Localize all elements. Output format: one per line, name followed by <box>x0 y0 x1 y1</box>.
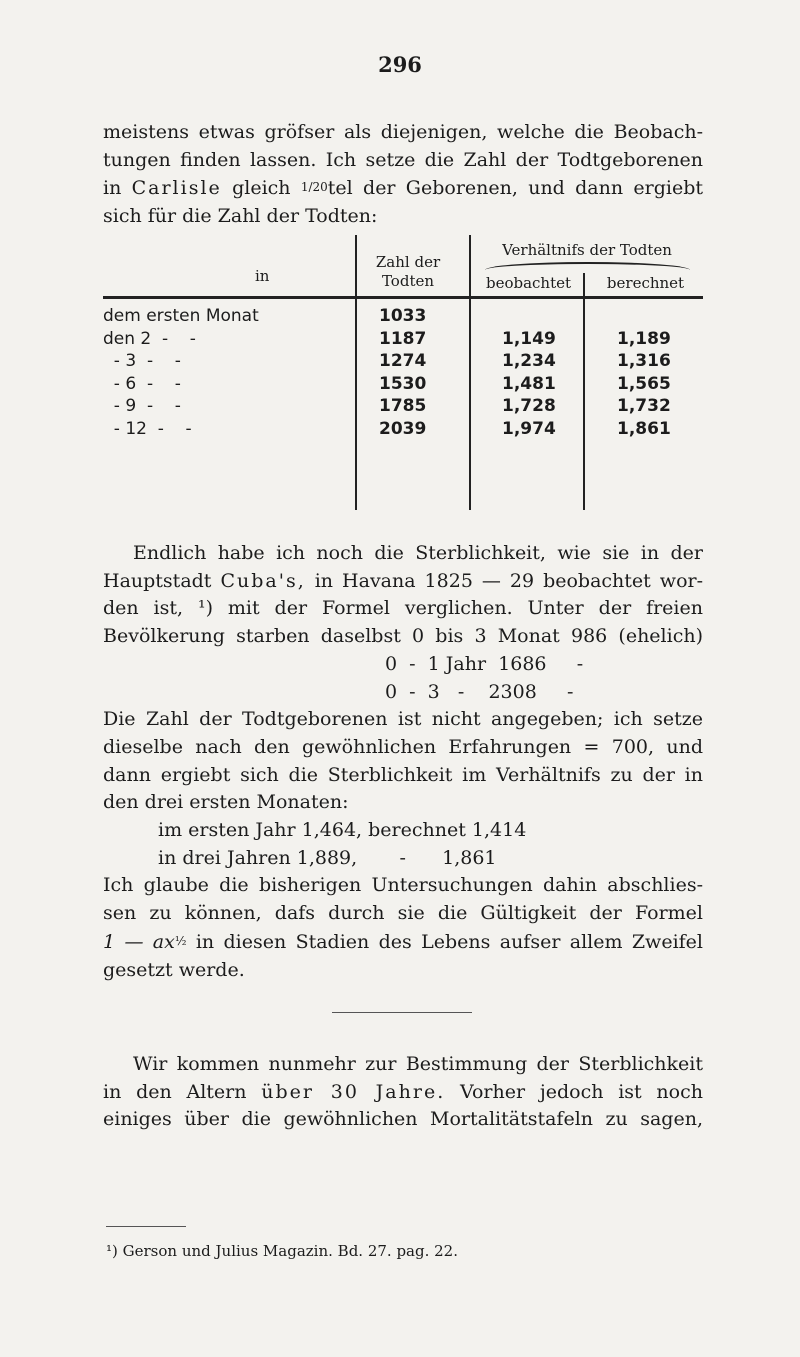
footnote-rule <box>106 1226 186 1227</box>
header-verhaeltnis: Verhältnifs der Todten <box>502 241 672 259</box>
text-line: dieselbe nach den gewöhnlichen Erfahrungen = 700, und <box>103 735 703 758</box>
text-line: 1 — $ax^{\frac{1}{2}}$ in diesen Stadien des Lebens aufser allem Zweifel <box>103 930 703 953</box>
text-line: den ist, ¹) mit der Formel verglichen. Unter der freien <box>103 597 703 620</box>
cell-beobachtet <box>502 305 556 328</box>
text-line: Endlich habe ich noch die Sterblichkeit, wie sie in der <box>133 542 703 564</box>
cell-zahl: 2039 <box>379 418 427 439</box>
header-berechnet: berechnet <box>606 274 685 292</box>
text-line: den drei ersten Monaten: <box>103 791 349 814</box>
text-line: Wir kommen nunmehr zur Bestimmung der Sterblichkeit <box>133 1053 703 1075</box>
mortality-table <box>103 215 703 515</box>
footnote-mark: ¹) <box>106 1242 118 1260</box>
formula-exponent: ½ <box>174 933 187 948</box>
place-name: Cuba's, <box>220 569 306 592</box>
column-zahl <box>379 305 426 440</box>
header-brace <box>485 262 690 270</box>
text-line: in drei Jahren 1,889, - 1,861 <box>158 846 497 869</box>
text-line: sen zu können, dafs durch sie die Gültigkeit der Formel <box>103 902 703 925</box>
text-line: dann ergiebt sich die Sterblichkeit im Verhältnifs zu der in <box>103 763 703 786</box>
header-zahl-der: Zahl der <box>375 253 441 271</box>
cell-berechnet <box>617 305 671 328</box>
header-todten: Todten <box>381 272 435 290</box>
text-line: in Carlisle gleich 1/20tel der Geborenen, und dann ergiebt <box>103 177 703 200</box>
column-berechnet <box>617 305 671 440</box>
text-line: Hauptstadt Cuba's, in Havana 1825 — 29 beobachtet wor- <box>103 569 704 592</box>
text-line: 0 - 1 Jahr 1686 - <box>385 652 584 675</box>
cell-beobachtet: 1,149 <box>502 328 556 349</box>
cell-berechnet: 1,861 <box>617 418 671 439</box>
text-line: meistens etwas gröfser als diejenigen, welche die Beobach- <box>103 121 703 143</box>
row-label: den 2 - - <box>103 328 196 349</box>
column-divider <box>583 273 585 510</box>
header-rule <box>103 296 703 299</box>
text-line: tungen finden lassen. Ich setze die Zahl der Todtgeborenen <box>103 148 703 171</box>
text-line: Ich glaube die bisherigen Untersuchungen dahin abschlies- <box>103 874 703 897</box>
page-number: 296 <box>378 52 422 77</box>
cell-zahl: 1785 <box>379 396 427 416</box>
header-beobachtet: beobachtet <box>485 274 572 292</box>
row-label: - 12 - - <box>103 418 192 439</box>
text-line: in den Altern über 30 Jahre. Vorher jedoch ist noch <box>103 1080 703 1103</box>
footnote <box>106 1242 458 1260</box>
formula: 1 — ax <box>103 930 175 953</box>
cell-beobachtet: 1,234 <box>502 351 556 371</box>
cell-zahl: 1187 <box>379 328 427 349</box>
text-line: im ersten Jahr 1,464, berechnet 1,414 <box>158 819 527 842</box>
cell-beobachtet: 1,728 <box>502 396 556 416</box>
row-label: - 6 - - <box>103 373 181 394</box>
column-beobachtet <box>502 305 556 440</box>
fraction: 1/20 <box>300 180 328 195</box>
column-divider <box>469 235 471 510</box>
header-in: in <box>255 267 270 285</box>
cell-zahl: 1274 <box>379 351 427 371</box>
text-line: Die Zahl der Todtgeborenen ist nicht angegeben; ich setze <box>103 708 703 731</box>
section-divider <box>332 1012 472 1013</box>
row-label: - 3 - - <box>103 351 181 371</box>
row-labels <box>103 305 353 440</box>
cell-berechnet: 1,189 <box>617 328 671 349</box>
emphasis: über 30 Jahre. <box>261 1080 446 1103</box>
age-paragraph <box>103 1051 703 1134</box>
row-label: dem ersten Monat <box>103 306 259 326</box>
cell-berechnet: 1,316 <box>617 351 671 371</box>
cell-berechnet: 1,565 <box>617 373 671 394</box>
cell-zahl: 1033 <box>379 306 427 326</box>
text-line: gesetzt werde. <box>103 958 245 981</box>
cell-berechnet: 1,732 <box>617 396 671 416</box>
text-line: Bevölkerung starben daselbst 0 bis 3 Monat 986 (ehelich) <box>103 625 703 648</box>
footnote-text: Gerson und Julius Magazin. Bd. 27. pag. 22. <box>122 1242 458 1260</box>
havana-paragraph <box>103 540 703 984</box>
cell-beobachtet: 1,481 <box>502 373 556 394</box>
cell-zahl: 1530 <box>379 373 427 394</box>
cell-beobachtet: 1,974 <box>502 418 556 439</box>
text-line: einiges über die gewöhnlichen Mortalitätstafeln zu sagen, <box>103 1108 703 1131</box>
place-name: Carlisle <box>131 177 222 200</box>
row-label: - 9 - - <box>103 396 181 416</box>
column-divider <box>355 235 357 510</box>
text-line: 0 - 3 - 2308 - <box>385 680 574 703</box>
text-line: sich für die Zahl der Todten: <box>103 205 378 228</box>
